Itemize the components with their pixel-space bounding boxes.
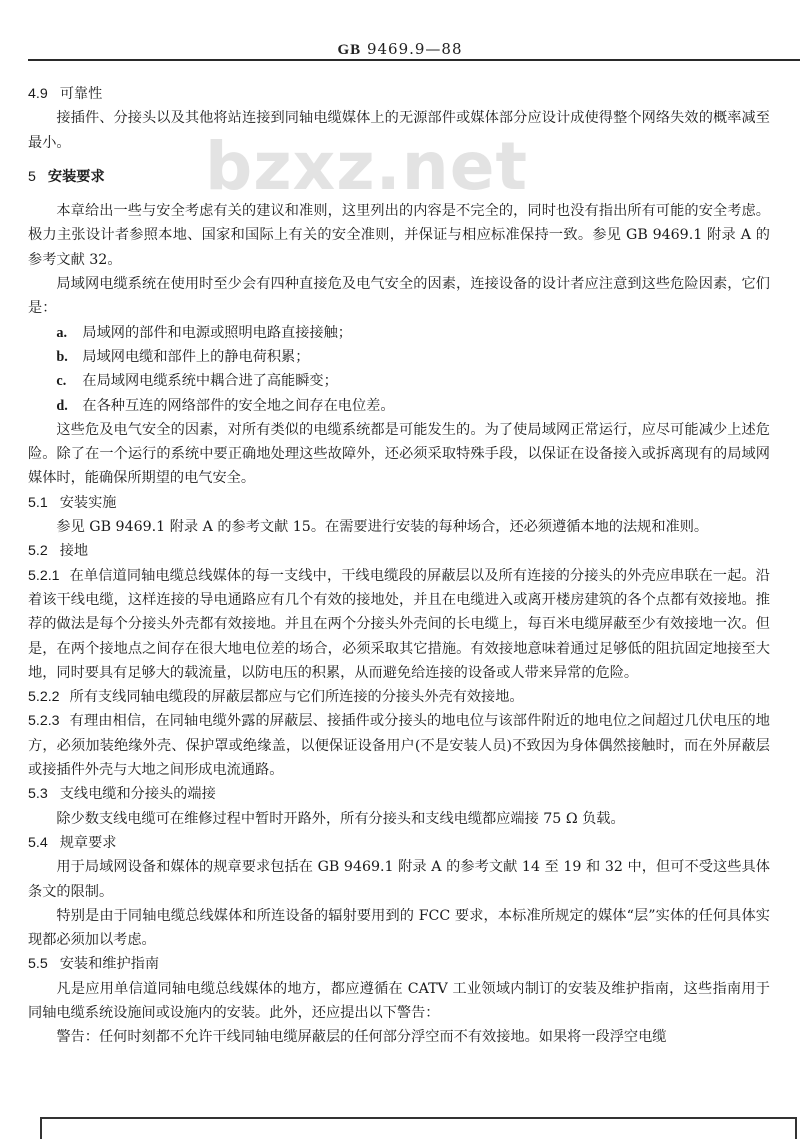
clause-5-2-1: 5.2.1 在单信道同轴电缆总线媒体的每一支线中，干线电缆段的屏蔽层以及所有连接的分接头的外壳应串联在一起。沿着该干线电缆，这样连接的导电通路应有几个有效的接地处，并且在电缆进入或离开楼房建筑的各个点都有效接地。推荐的做法是每个分接头外壳都有效接地。并且在两个分接头外壳间的长电缆上，每百米电缆屏蔽至少有效接地一次。但是，在两个接地点之间存在很大地电位差的场合，必须采取其它措施。有效接地意味着通过足够低的阻抗固定地接至大地，同时要具有足够大的载流量，以防电压的积累，从而避免给连接的设备或人带来异常的危险。 <box>28 567 770 681</box>
paragraph: 用于局域网设备和媒体的规章要求包括在 GB 9469.1 附录 A 的参考文献 14 至 19 和 32 中，但可不受这些具体条文的限制。 <box>28 859 770 900</box>
paragraph: 凡是应用单信道同轴电缆总线媒体的地方，都应遵循在 CATV 工业领域内制订的安装及维护指南，这些指南用于同轴电缆系统设施间或设施内的安装。此外，还应提出以下警告： <box>28 980 770 1021</box>
header-divider <box>28 59 800 61</box>
section-heading-5-1: 5.1 安装实施 <box>28 494 117 511</box>
standard-code: 9469.9—88 <box>366 40 463 58</box>
watermark: bzxz.net <box>205 128 529 205</box>
section-heading-5-3: 5.3 支线电缆和分接头的端接 <box>28 786 216 803</box>
paragraph: 特别是由于同轴电缆总线媒体和所连设备的辐射要用到的 FCC 要求，本标准所规定的媒体“层”实体的任何具体实现都必须加以考虑。 <box>28 907 770 949</box>
paragraph: 除少数支线电缆可在维修过程中暂时开路外，所有分接头和支线电缆都应端接 75 Ω 负载。 <box>56 810 625 827</box>
list-item: c. 在局域网电缆系统中耦合进了高能瞬变； <box>56 373 338 390</box>
warning-paragraph: 警告：任何时刻都不允许干线同轴电缆屏蔽层的任何部分浮空而不有效接地。如果将一段浮空电缆 <box>56 1029 667 1046</box>
clause-5-2-2: 5.2.2 所有支线同轴电缆段的屏蔽层都应与它们所连接的分接头外壳有效接地。 <box>28 689 524 706</box>
clause-5-2-3: 5.2.3 有理由相信，在同轴电缆外露的屏蔽层、接插件或分接头的地电位与该部件附近的地电位之间超过几伏电压的地方，必须加装绝缘外壳、保护罩或绝缘盖，以便保证设备用户(不是安装人员)不致因为身体偶然接触时，而在外屏蔽层或接插件外壳与大地之间形成电流通路。 <box>28 713 770 779</box>
section-heading-4-9: 4.9 可靠性 <box>28 86 103 102</box>
section-heading-5-2: 5.2 接地 <box>28 543 89 560</box>
paragraph: 本章给出一些与安全考虑有关的建议和准则，这里列出的内容是不完全的，同时也没有指出所有可能的安全考虑。极力主张设计者参照本地、国家和国际上有关的安全准则，并保证与相应标准保持一致。参见 GB 9469.1 附录 A 的参考文献 32。 <box>28 203 770 268</box>
section-heading-5-5: 5.5 安装和维护指南 <box>28 956 160 973</box>
section-heading-5: 5 安装要求 <box>28 168 105 185</box>
section-heading-5-4: 5.4 规章要求 <box>28 834 117 851</box>
page-header <box>0 40 800 59</box>
paragraph: 参见 GB 9469.1 附录 A 的参考文献 15。在需要进行安装的每种场合，还必须遵循本地的法规和准则。 <box>56 519 709 536</box>
standard-prefix: GB <box>337 42 362 58</box>
list-item: d. 在各种互连的网络部件的安全地之间存在电位差。 <box>56 397 395 414</box>
paragraph: 接插件、分接头以及其他将站连接到同轴电缆媒体上的无源部件或媒体部分应设计成使得整个网络失效的概率减至最小。 <box>28 110 770 151</box>
paragraph: 局域网电缆系统在使用时至少会有四种直接危及电气安全的因素，连接设备的设计者应注意到这些危险因素，它们是： <box>28 276 770 317</box>
document-body <box>28 82 770 1050</box>
list-item: b. 局域网电缆和部件上的静电荷积累； <box>56 348 310 365</box>
paragraph: 这些危及电气安全的因素，对所有类似的电缆系统都是可能发生的。为了使局域网正常运行，应尽可能减少上述危险。除了在一个运行的系统中要正确地处理这些故障外，还必须采取特殊手段，以保证在设备接入或拆离现有的局域网媒体时，能确保所期望的电气安全。 <box>28 421 770 487</box>
list-item: a. 局域网的部件和电源或照明电路直接接触； <box>56 324 352 341</box>
warning-box-frame <box>40 1117 797 1139</box>
